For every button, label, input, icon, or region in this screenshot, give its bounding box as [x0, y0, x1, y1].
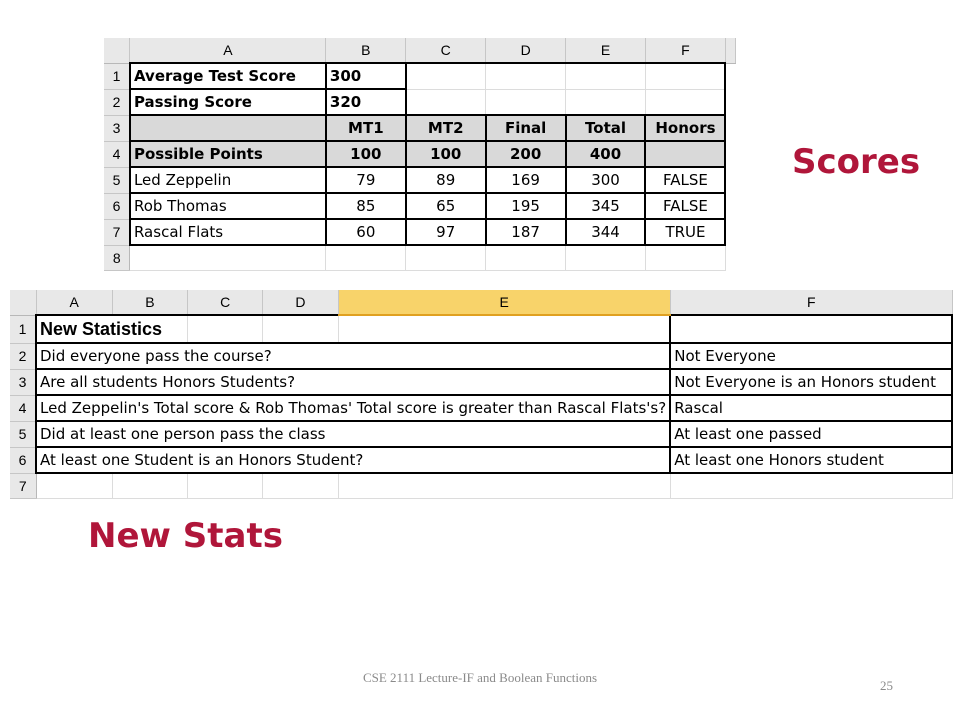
stats-spreadsheet [10, 290, 958, 494]
header-mt2[interactable]: MT2 [406, 115, 486, 141]
row-header-6[interactable]: 6 [10, 447, 36, 473]
cell-c1[interactable] [406, 63, 486, 89]
row-header-2[interactable]: 2 [10, 343, 36, 369]
new-stats-label: New Stats [88, 516, 283, 556]
student-total[interactable]: 345 [566, 193, 646, 219]
stat-answer[interactable]: At least one passed [670, 421, 952, 447]
possible-points-mt1[interactable]: 100 [326, 141, 406, 167]
student-mt1[interactable]: 79 [326, 167, 406, 193]
row-header-6[interactable]: 6 [104, 193, 130, 219]
cell-e7[interactable] [338, 473, 670, 499]
student-mt2[interactable]: 97 [406, 219, 486, 245]
cell-f1[interactable] [645, 63, 725, 89]
student-mt1[interactable]: 60 [326, 219, 406, 245]
row-header-8[interactable]: 8 [104, 245, 130, 271]
column-header-d[interactable]: D [263, 290, 338, 315]
cell-d1[interactable] [263, 315, 338, 343]
slide-number: 25 [880, 678, 893, 693]
header-honors[interactable]: Honors [645, 115, 725, 141]
student-honors[interactable]: FALSE [645, 193, 725, 219]
header-final[interactable]: Final [486, 115, 566, 141]
column-header-b[interactable]: B [112, 290, 187, 315]
cell-e8[interactable] [566, 245, 646, 271]
student-name[interactable]: Rascal Flats [130, 219, 326, 245]
column-header-g[interactable] [725, 38, 735, 63]
stats-grid [10, 290, 953, 499]
scores-grid [104, 38, 736, 271]
cell-c7[interactable] [188, 473, 263, 499]
student-final[interactable]: 195 [486, 193, 566, 219]
row-header-3[interactable]: 3 [104, 115, 130, 141]
cell-g8[interactable] [725, 245, 735, 271]
column-header-f[interactable]: F [670, 290, 952, 315]
cell-e2[interactable] [566, 89, 646, 115]
cell-g1[interactable] [725, 63, 735, 89]
column-header-c[interactable]: C [188, 290, 263, 315]
row-header-3[interactable]: 3 [10, 369, 36, 395]
cell-g5[interactable] [725, 167, 735, 193]
column-header-e[interactable]: E [566, 38, 646, 63]
column-header-a[interactable]: A [130, 38, 326, 63]
student-final[interactable]: 169 [486, 167, 566, 193]
stat-answer[interactable]: Not Everyone [670, 343, 952, 369]
column-header-f[interactable]: F [645, 38, 725, 63]
cell-a3[interactable] [130, 115, 326, 141]
cell-a7[interactable] [36, 473, 112, 499]
stat-question[interactable]: Are all students Honors Students? [36, 369, 670, 395]
header-mt1[interactable]: MT1 [326, 115, 406, 141]
cell-d2[interactable] [486, 89, 566, 115]
row-header-4[interactable]: 4 [10, 395, 36, 421]
stat-answer[interactable]: Rascal [670, 395, 952, 421]
cell-f1[interactable] [670, 315, 952, 343]
stat-question[interactable]: At least one Student is an Honors Student? [36, 447, 670, 473]
cell-e1[interactable] [566, 63, 646, 89]
column-header-a[interactable]: A [36, 290, 112, 315]
cell-g2[interactable] [725, 89, 735, 115]
student-name[interactable]: Rob Thomas [130, 193, 326, 219]
cell-g6[interactable] [725, 193, 735, 219]
possible-points-honors[interactable] [645, 141, 725, 167]
student-mt1[interactable]: 85 [326, 193, 406, 219]
cell-c1[interactable] [188, 315, 263, 343]
stat-question[interactable]: Did at least one person pass the class [36, 421, 670, 447]
cell-a1[interactable]: Average Test Score [130, 63, 326, 89]
column-header-d[interactable]: D [486, 38, 566, 63]
column-header-b[interactable]: B [326, 38, 406, 63]
cell-d8[interactable] [486, 245, 566, 271]
student-honors[interactable]: FALSE [645, 167, 725, 193]
cell-d1[interactable] [486, 63, 566, 89]
cell-b2[interactable]: 320 [326, 89, 406, 115]
cell-b8[interactable] [326, 245, 406, 271]
cell-f7[interactable] [670, 473, 952, 499]
column-header-e-selected[interactable]: E [338, 290, 670, 315]
student-name[interactable]: Led Zeppelin [130, 167, 326, 193]
row-header-5[interactable]: 5 [104, 167, 130, 193]
scores-label: Scores [792, 142, 921, 182]
stat-question[interactable]: Did everyone pass the course? [36, 343, 670, 369]
cell-g3[interactable] [725, 115, 735, 141]
cell-b7[interactable] [112, 473, 187, 499]
row-header-1[interactable]: 1 [104, 63, 130, 89]
student-final[interactable]: 187 [486, 219, 566, 245]
row-header-2[interactable]: 2 [104, 89, 130, 115]
stats-title[interactable]: New Statistics [36, 315, 188, 343]
student-total[interactable]: 344 [566, 219, 646, 245]
student-total[interactable]: 300 [566, 167, 646, 193]
row-header-1[interactable]: 1 [10, 315, 36, 343]
column-header-c[interactable]: C [406, 38, 486, 63]
select-all-corner[interactable] [104, 38, 130, 63]
cell-f8[interactable] [645, 245, 725, 271]
possible-points-total[interactable]: 400 [566, 141, 646, 167]
header-total[interactable]: Total [566, 115, 646, 141]
row-header-5[interactable]: 5 [10, 421, 36, 447]
student-honors[interactable]: TRUE [645, 219, 725, 245]
possible-points-label[interactable]: Possible Points [130, 141, 326, 167]
student-mt2[interactable]: 65 [406, 193, 486, 219]
cell-e1[interactable] [338, 315, 670, 343]
cell-a8[interactable] [130, 245, 326, 271]
scores-spreadsheet [104, 38, 736, 266]
possible-points-mt2[interactable]: 100 [406, 141, 486, 167]
stat-answer[interactable]: At least one Honors student [670, 447, 952, 473]
stat-answer[interactable]: Not Everyone is an Honors student [670, 369, 952, 395]
possible-points-final[interactable]: 200 [486, 141, 566, 167]
cell-f2[interactable] [645, 89, 725, 115]
cell-g7[interactable] [725, 219, 735, 245]
row-header-4[interactable]: 4 [104, 141, 130, 167]
row-header-7[interactable]: 7 [104, 219, 130, 245]
cell-d7[interactable] [263, 473, 338, 499]
cell-c8[interactable] [406, 245, 486, 271]
cell-c2[interactable] [406, 89, 486, 115]
row-header-7[interactable]: 7 [10, 473, 36, 499]
cell-b1[interactable]: 300 [326, 63, 406, 89]
stat-question[interactable]: Led Zeppelin's Total score & Rob Thomas' Total score is greater than Rascal Flats's? [36, 395, 670, 421]
select-all-corner[interactable] [10, 290, 36, 315]
student-mt2[interactable]: 89 [406, 167, 486, 193]
cell-a2[interactable]: Passing Score [130, 89, 326, 115]
cell-g4[interactable] [725, 141, 735, 167]
footer-course-title: CSE 2111 Lecture-IF and Boolean Functions [362, 670, 598, 685]
